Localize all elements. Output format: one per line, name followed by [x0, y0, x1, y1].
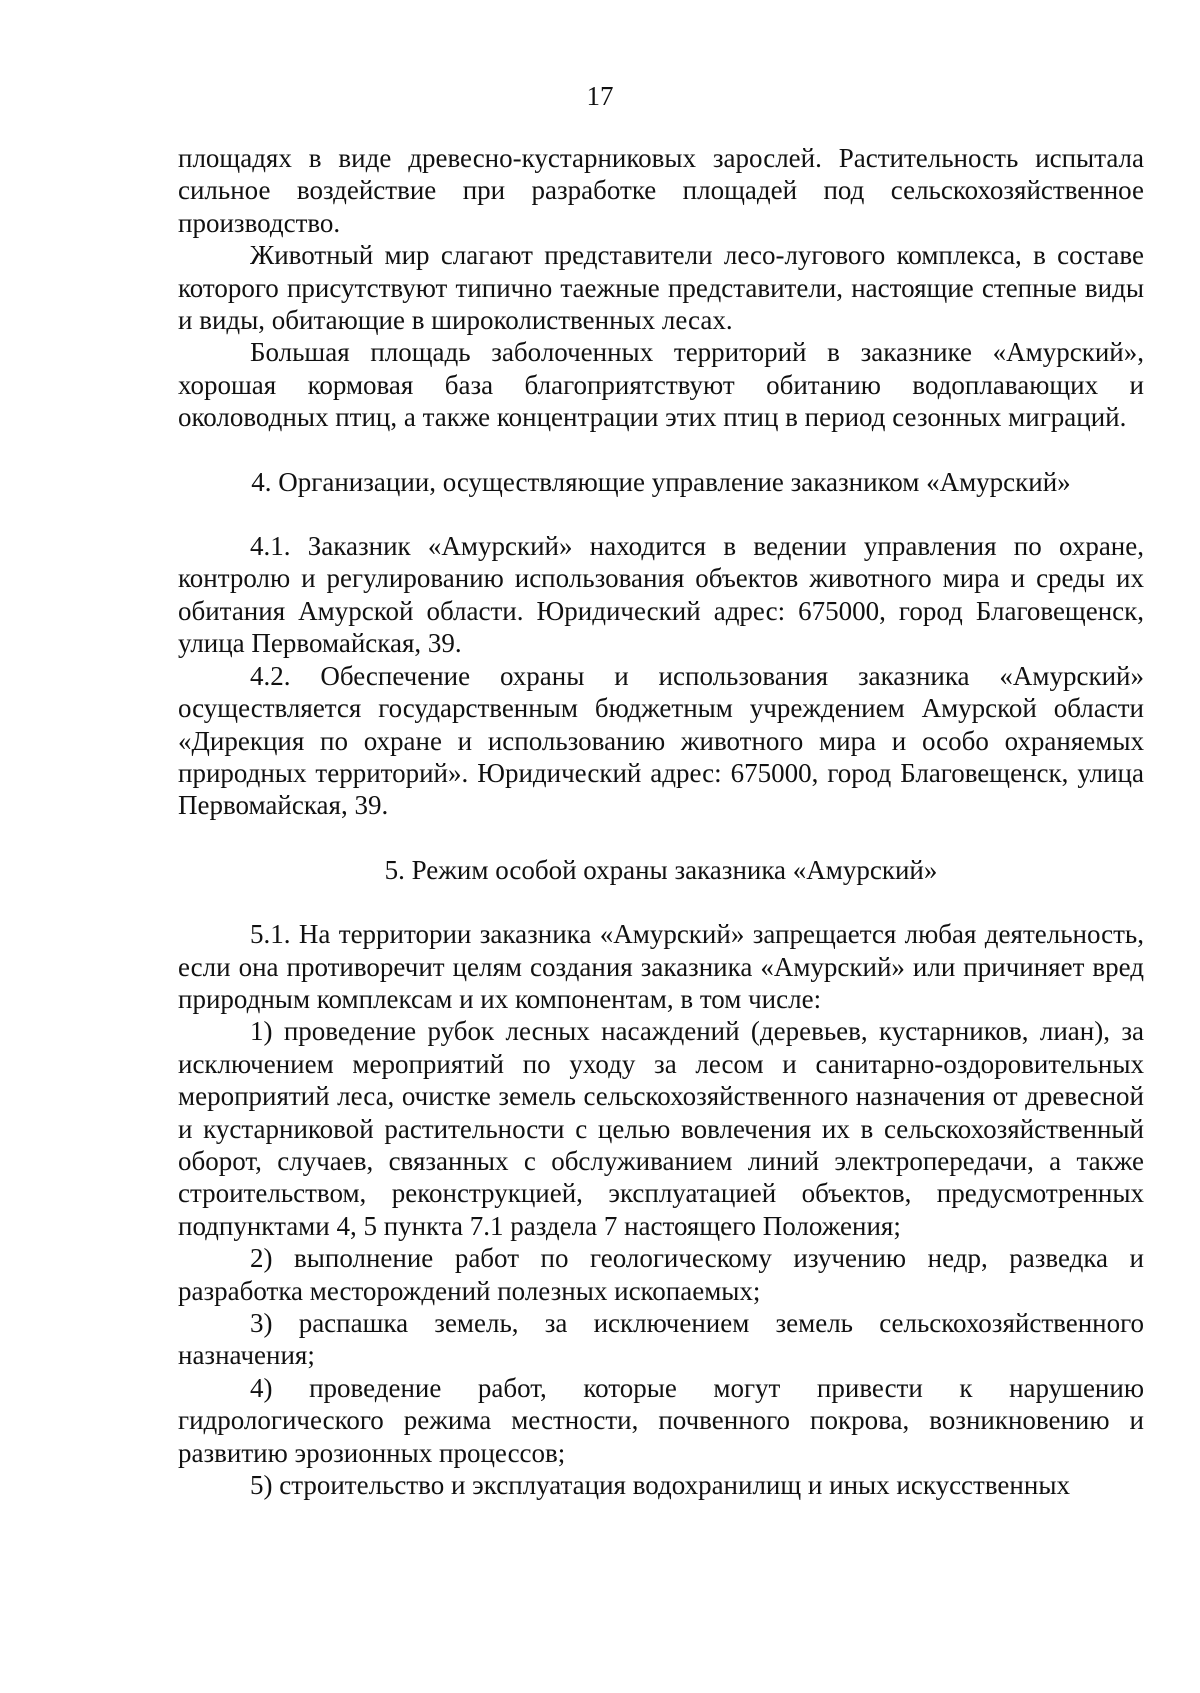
- page-number: 17: [586, 81, 614, 111]
- paragraph-wetlands: Большая площадь заболоченных территорий в заказнике «Амурский», хорошая кормовая база благоприятствуют обитанию водоплавающих и околоводных птиц, а также концентрации этих птиц в период сезонных миграций.: [178, 337, 1144, 433]
- paragraph-fauna: Животный мир слагают представители лесо-лугового комплекса, в составе которого присутствуют типично таежные представители, настоящие степные виды и виды, обитающие в широколиственных лесах.: [178, 240, 1144, 336]
- paragraph-5-1: 5.1. На территории заказника «Амурский» запрещается любая деятельность, если она противоречит целям создания заказника «Амурский» или причиняет вред природным комплексам и их компонентам, в том числе:: [178, 919, 1144, 1014]
- paragraph-4-1: 4.1. Заказник «Амурский» находится в ведении управления по охране, контролю и регулированию использования объектов животного мира и среды их обитания Амурской области. Юридический адрес: 675000, город Благовещенск, улица Первомайская, 39.: [178, 531, 1144, 659]
- list-item-1: 1) проведение рубок лесных насаждений (деревьев, кустарников, лиан), за исключением мероприятий по уходу за лесом и санитарно-оздоровительных мероприятий леса, очистке земель сельскохозяйственного назначения от древесной и кустарниковой растительности с целью вовлечения их в сельскохозяйственный оборот, случаев, связанных с обслуживанием линий электропередачи, а также строительством, реконструкцией, эксплуатацией объектов, предусмотренных подпунктами 4, 5 пункта 7.1 раздела 7 настоящего Положения;: [178, 1016, 1144, 1241]
- paragraph-vegetation: площадях в виде древесно-кустарниковых зарослей. Растительность испытала сильное воздействие при разработке площадей под сельскохозяйственное производство.: [178, 143, 1144, 238]
- document-body: [178, 142, 1144, 1501]
- list-item-5: 5) строительство и эксплуатация водохранилищ и иных искусственных: [250, 1470, 1070, 1501]
- paragraph-4-2: 4.2. Обеспечение охраны и использования заказника «Амурский» осуществляется государственным бюджетным учреждением Амурской области «Дирекция по охране и использованию животного мира и особо охраняемых природных территорий». Юридический адрес: 675000, город Благовещенск, улица Первомайская, 39.: [178, 660, 1144, 821]
- list-item-2: 2) выполнение работ по геологическому изучению недр, разведка и разработка месторождений полезных ископаемых;: [178, 1243, 1144, 1306]
- section-heading-5: 5. Режим особой охраны заказника «Амурский»: [384, 854, 938, 885]
- list-item-4: 4) проведение работ, которые могут привести к нарушению гидрологического режима местности, почвенного покрова, возникновению и развитию эрозионных процессов;: [178, 1372, 1144, 1468]
- list-item-3: 3) распашка земель, за исключением земель сельскохозяйственного назначения;: [178, 1308, 1144, 1371]
- section-heading-4: 4. Организации, осуществляющие управление заказником «Амурский»: [251, 466, 1071, 497]
